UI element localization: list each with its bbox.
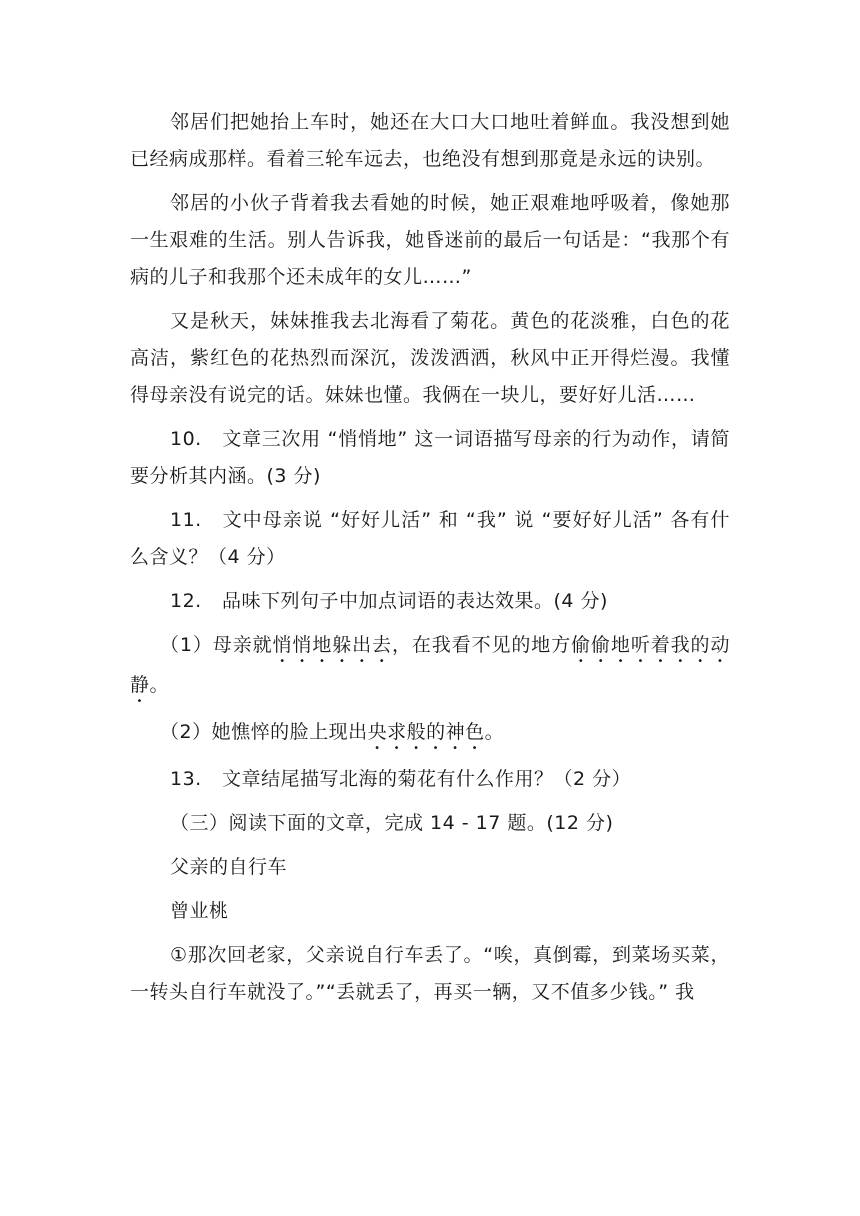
article-paragraph-1: ①那次回老家，父亲说自行车丢了。“唉，真倒霉，到菜场买菜，一转头自行车就没了。”“丢就丢了，再买一辆，又不值多少钱。” 我: [130, 944, 730, 1003]
question-number: 13.: [170, 768, 202, 790]
article-title: 父亲的自行车: [170, 856, 288, 878]
question-number: 10.: [170, 428, 202, 450]
emphasized-words: 偷偷地听着我的动静: [130, 634, 730, 696]
emphasized-words: 央求般的神色: [367, 721, 485, 743]
question-12-sentence-2: [130, 714, 730, 754]
question-text: 文章三次用 “悄悄地” 这一词语描写母亲的行为动作，请简要分析其内涵。(3 分): [130, 428, 730, 487]
question-12: [130, 583, 730, 620]
paragraph-2: 邻居的小伙子背着我去看她的时候，她正艰难地呼吸着，像她那一生艰难的生活。别人告诉我，她昏迷前的最后一句话是：“我那个有病的儿子和我那个还未成年的女儿……”: [130, 192, 730, 288]
article-author: 曾业桃: [170, 900, 229, 922]
question-11: [130, 502, 730, 576]
question-text: 文章结尾描写北海的菊花有什么作用？（2 分）: [222, 768, 632, 790]
sentence-text: ，在我看不见的地方: [391, 634, 572, 656]
sentence-text: （1）母亲就: [160, 634, 273, 656]
section-3-heading: （三）阅读下面的文章，完成 14 - 17 题。(12 分): [170, 812, 614, 834]
emphasized-words: 悄悄地躲出去: [272, 634, 392, 656]
paragraph-3: 又是秋天，妹妹推我去北海看了菊花。黄色的花淡雅，白色的花高洁，紫红色的花热烈而深沉，泼泼洒洒，秋风中正开得烂漫。我懂得母亲没有说完的话。妹妹也懂。我俩在一块儿，要好好儿活……: [130, 310, 730, 406]
paragraph-1: 邻居们把她抬上车时，她还在大口大口地吐着鲜血。我没想到她已经病成那样。看着三轮车远去，也绝没有想到那竟是永远的诀别。: [130, 111, 730, 170]
question-13: [130, 761, 730, 798]
question-number: 12.: [170, 590, 202, 612]
question-12-sentence-1: [130, 627, 730, 707]
question-10: [130, 421, 730, 495]
question-number: 11.: [170, 509, 202, 531]
question-text: 文中母亲说 “好好儿活” 和 “我” 说 “要好好儿活” 各有什么含义？（4 分）: [130, 509, 730, 568]
sentence-text: 。: [149, 674, 170, 696]
sentence-text: （2）她憔悴的脸上现出: [160, 721, 368, 743]
sentence-text: 。: [484, 721, 505, 743]
question-text: 品味下列句子中加点词语的表达效果。(4 分): [222, 590, 608, 612]
document-page: [130, 104, 730, 1018]
